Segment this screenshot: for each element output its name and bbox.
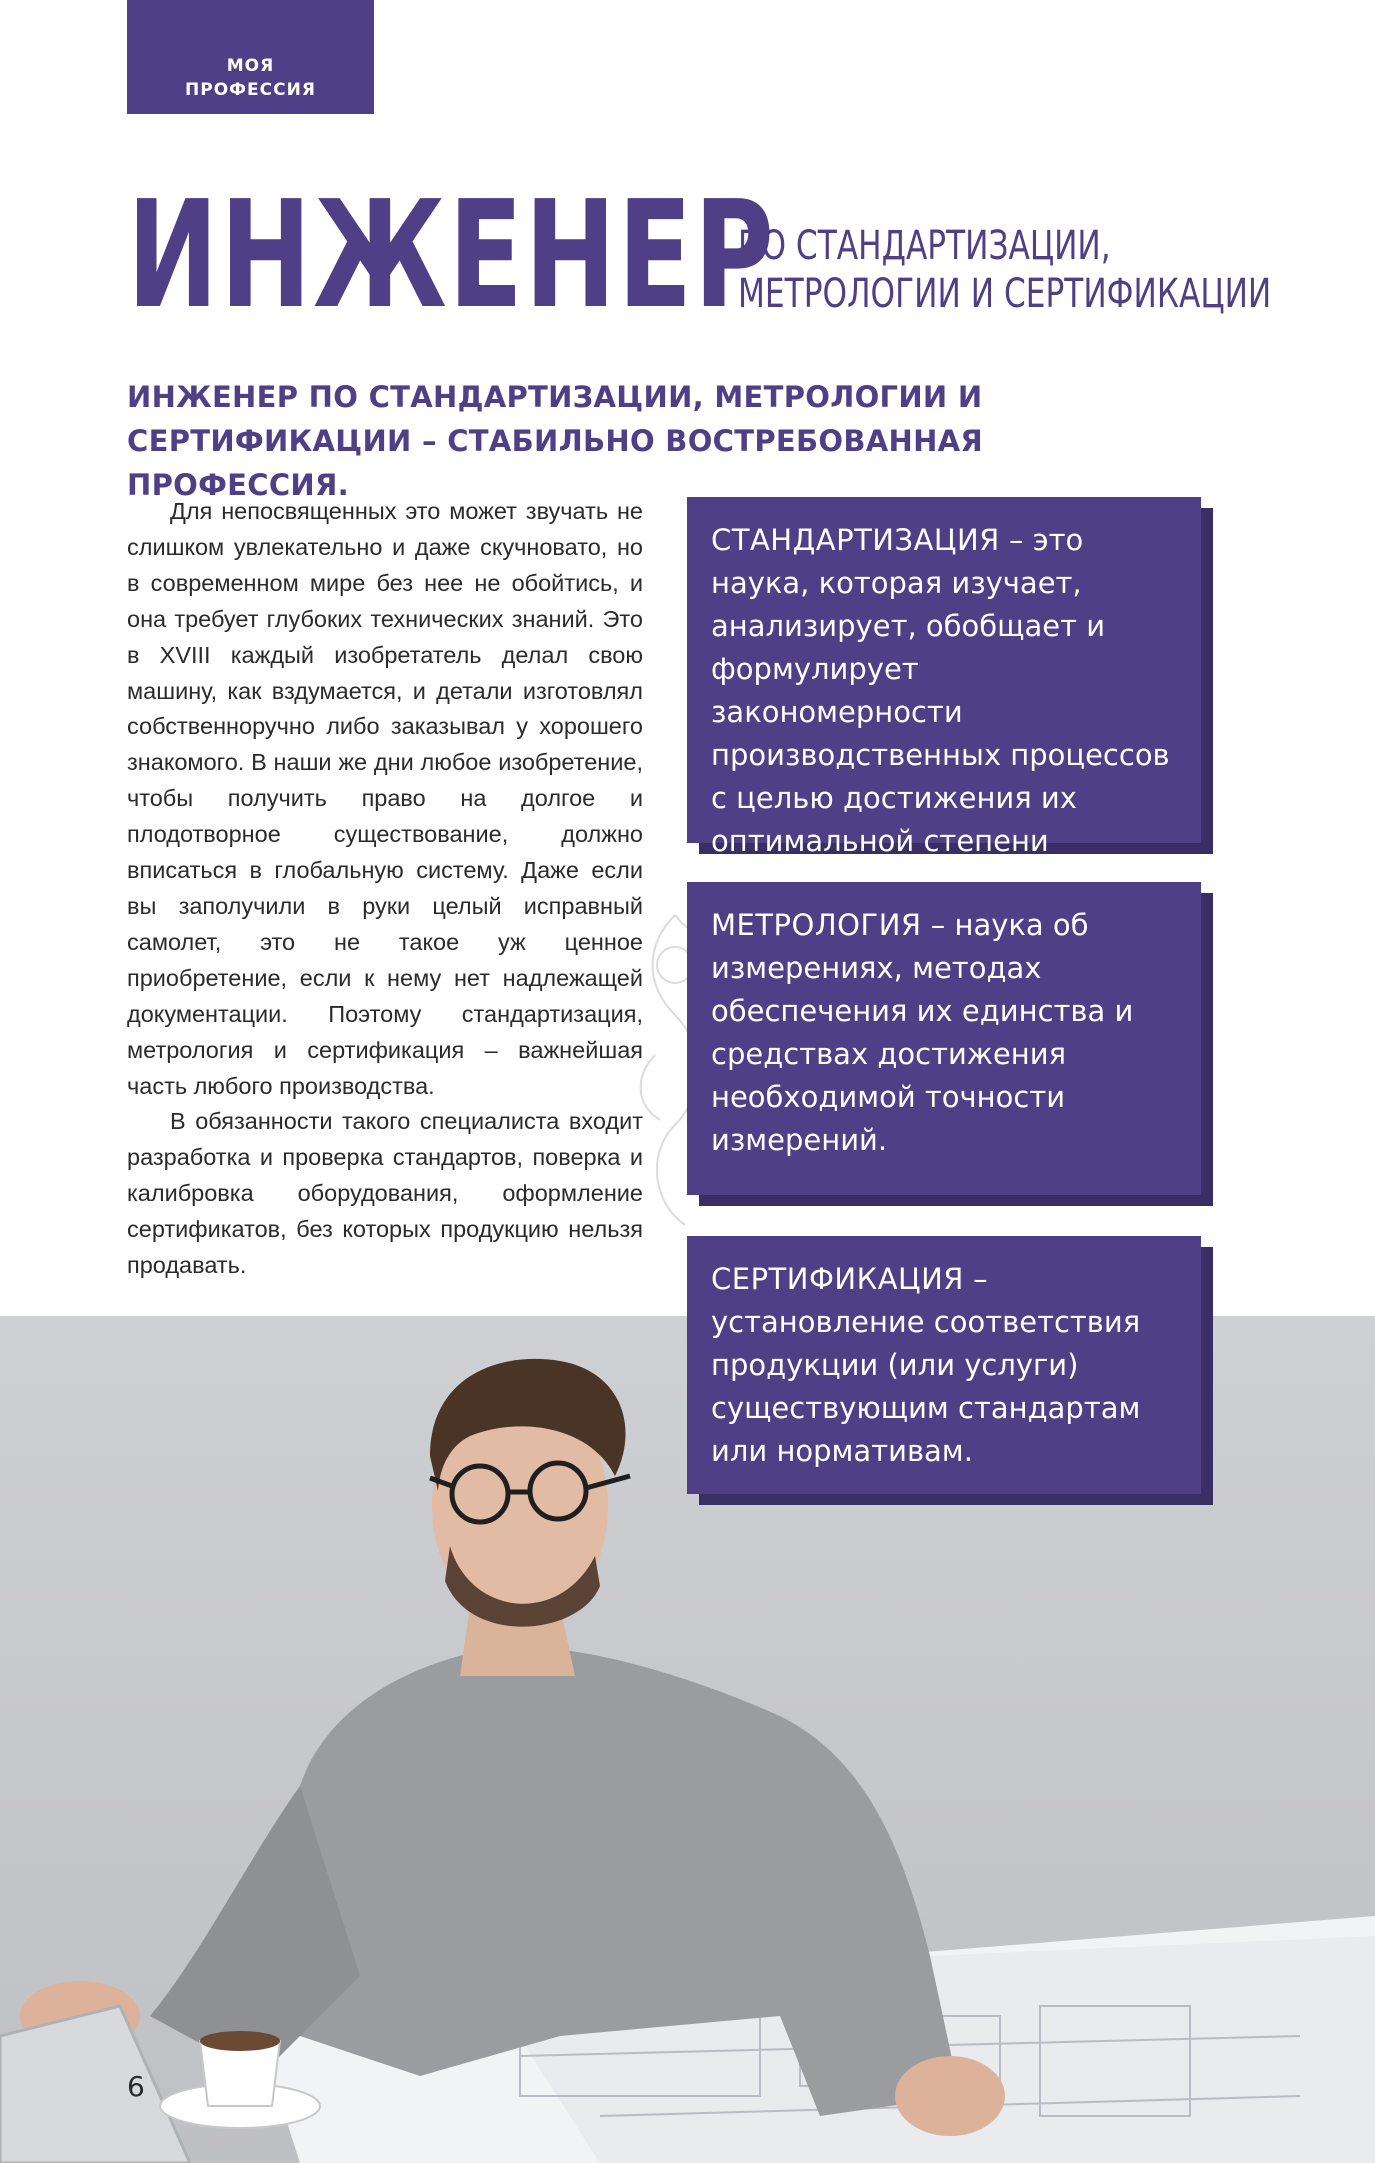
- article-paragraph-1: Для непосвященных это может звучать не слишком увлекательно и даже скучновато, но в современном мире без нее не обойтись, и она требует глубоких технических знаний. Это в XVIII каждый изобретатель делал свою машину, как вздумается, и детали изготовлял собственноручно либо заказывал у хорошего знакомого. В наши же дни любое изобретение, чтобы получить право на долгое и плодотворное существование, должно вписаться в глобальную систему. Даже если вы заполучили в руки целый исправный самолет, это не такое уж ценное приобретение, если к нему нет надлежащей документации. Поэтому стандартизация, метрология и сертификация – важнейшая часть любого производства.: [127, 498, 643, 1099]
- page-number: 6: [127, 2070, 145, 2103]
- article-body: [127, 494, 643, 1284]
- definition-term: МЕТРОЛОГИЯ: [711, 908, 922, 942]
- lead-heading: [127, 375, 1207, 507]
- section-tag-line1: МОЯ: [226, 56, 275, 76]
- page-title: ИНЖЕНЕР: [127, 169, 776, 341]
- definition-standardization: [687, 497, 1201, 858]
- definition-term: СТАНДАРТИЗАЦИЯ: [711, 523, 1000, 557]
- definition-text: – установление соответствия продукции (или услуги) существующим стандартам или нормативам.: [711, 1262, 1141, 1468]
- subtitle-line2: МЕТРОЛОГИИ И СЕРТИФИКАЦИИ: [738, 271, 1272, 317]
- subtitle-line1: ПО СТАНДАРТИЗАЦИИ,: [738, 223, 1111, 269]
- page-subtitle: [738, 222, 1271, 318]
- definition-certification: [687, 1236, 1201, 1494]
- definition-term: СЕРТИФИКАЦИЯ: [711, 1262, 964, 1296]
- definition-text: – это наука, которая изучает, анализирует, обобщает и формулирует закономерности производственных процессов с целью достижения их оптимальной степени: [711, 523, 1170, 858]
- lead-line2: СЕРТИФИКАЦИИ – СТАБИЛЬНО ВОСТРЕБОВАННАЯ ПРОФЕССИЯ.: [127, 424, 984, 502]
- definition-text: – наука об измерениях, методах обеспечения их единства и средствах достижения необходимой точности измерений.: [711, 908, 1134, 1157]
- article-paragraph-2: В обязанности такого специалиста входит разработка и проверка стандартов, поверка и калибровка оборудования, оформление сертификатов, без которых продукцию нельзя продавать.: [127, 1108, 643, 1279]
- lead-line1: ИНЖЕНЕР ПО СТАНДАРТИЗАЦИИ, МЕТРОЛОГИИ И: [127, 380, 983, 414]
- section-tag: [127, 0, 374, 114]
- definition-metrology: [687, 882, 1201, 1195]
- section-tag-line2: ПРОФЕССИЯ: [185, 80, 316, 100]
